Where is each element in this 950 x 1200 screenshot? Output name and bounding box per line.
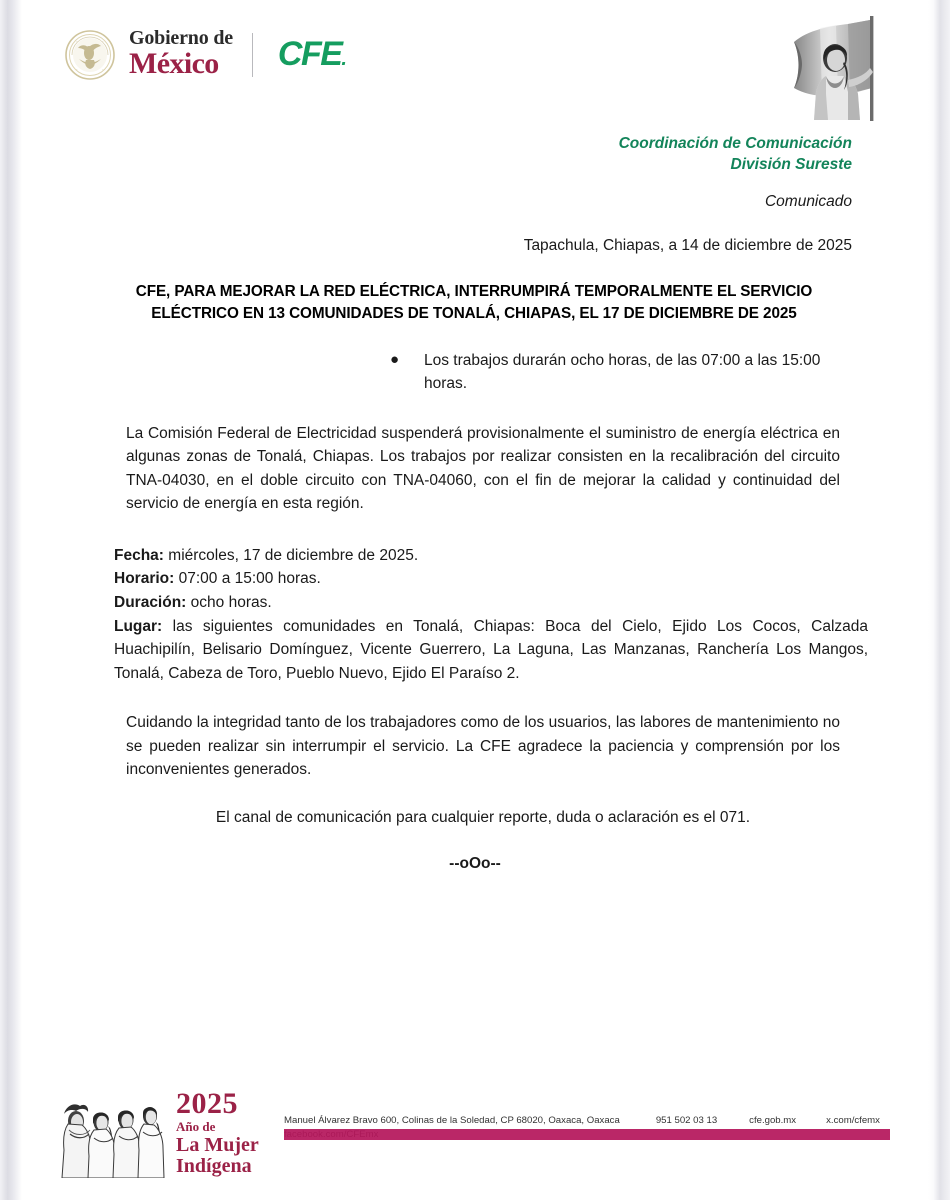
gobierno-de-text: Gobierno de (129, 27, 233, 49)
body-intro (126, 422, 840, 516)
footer-address: Manuel Álvarez Bravo 600, Colinas de la Soledad, CP 68020, Oaxaca, Oaxaca (284, 1115, 620, 1126)
detail-duracion (114, 591, 868, 615)
logo-divider (252, 33, 253, 77)
page-edge-left (0, 0, 22, 1200)
bullet-list (390, 349, 846, 396)
document-footer (22, 1050, 928, 1200)
coordination-line-1: Coordinación de Comunicación (618, 135, 852, 152)
coordination-subheader (22, 134, 928, 211)
list-item (390, 349, 846, 396)
document-page (22, 0, 928, 1200)
intro-paragraph: La Comisión Federal de Electricidad suspenderá provisionalmente el suministro de energía eléctrica en algunas zonas de Tonalá, Chiapas. Los trabajos por realizar consisten en la recalibración del circuito TNA-04030, en el doble circuito con TNA-04060, con el fin de mejorar la calidad y continuidad del servicio de energía en esta región. (126, 424, 840, 513)
detail-horario (114, 567, 868, 591)
gobierno-wordmark (129, 28, 233, 81)
end-mark: --oOo-- (449, 855, 501, 873)
mexican-eagle-seal-icon (62, 29, 118, 81)
detail-duracion-value: ocho horas. (190, 593, 272, 611)
svg-text:*: * (102, 39, 104, 44)
woman-with-mexican-flag-illustration (774, 14, 892, 126)
emblem-line-3: Indígena (176, 1155, 252, 1177)
cfe-logo-text: CFE (277, 35, 342, 73)
year-emblem-words (176, 1089, 259, 1178)
footer-x-link[interactable]: x.com/cfemx (826, 1115, 880, 1126)
emblem-line-2: La Mujer (176, 1134, 259, 1156)
footer-website-link[interactable]: cfe.gob.mx (749, 1115, 797, 1126)
detail-fecha-label: Fecha: (114, 546, 164, 564)
dateline: Tapachula, Chiapas, a 14 de diciembre de 2025 (523, 236, 852, 254)
mexico-text: México (129, 47, 219, 80)
detail-duracion-label: Duración: (114, 593, 187, 611)
svg-text:*: * (76, 39, 78, 44)
detail-lugar-value: las siguientes comunidades en Tonalá, Chiapas: Boca del Cielo, Ejido Los Cocos, Calzada Huachipilín, Belisario Domínguez, Vicente Guerrero, La Laguna, Las Manzanas, Ranchería Los Mangos, Tonalá, Cabeza de Toro, Pueblo Nuevo, Ejido El Paraíso 2. (114, 617, 868, 682)
detail-horario-label: Horario: (114, 570, 175, 588)
emblem-anio-de: Año de (176, 1119, 216, 1134)
svg-text:*: * (76, 67, 78, 72)
detail-horario-value: 07:00 a 15:00 horas. (178, 570, 321, 588)
footer-accent-bar (284, 1129, 890, 1140)
body-closing (126, 711, 840, 782)
svg-text:*: * (102, 67, 104, 72)
cfe-logo (278, 35, 347, 74)
gobierno-de-mexico-logo (62, 28, 347, 81)
footer-phone[interactable]: 951 502 03 13 (655, 1115, 718, 1126)
document-type-label: Comunicado (764, 192, 852, 210)
contact-note: El canal de comunicación para cualquier reporte, duda o aclaración es el 071. (215, 808, 751, 826)
page-edge-right (928, 0, 950, 1200)
coordination-line-2: División Sureste (730, 155, 852, 173)
indigenous-women-illustration (58, 1094, 168, 1178)
document-header (22, 0, 928, 130)
detail-lugar-label: Lugar: (114, 617, 163, 635)
closing-paragraph: Cuidando la integridad tanto de los trabajadores como de los usuarios, las labores de mantenimiento no se pueden realizar sin interrumpir el servicio. La CFE agradece la paciencia y comprensión por los inconvenientes generados. (126, 714, 840, 779)
event-details-block (114, 544, 868, 685)
detail-fecha (114, 544, 868, 568)
cfe-logo-dot: . (341, 48, 347, 70)
bullet-dot-icon: ● (390, 351, 400, 369)
page-title: CFE, PARA MEJORAR LA RED ELÉCTRICA, INTERRUMPIRÁ TEMPORALMENTE EL SERVICIO ELÉCTRICO EN 13 COMUNIDADES DE TONALÁ, CHIAPAS, EL 17 DE DICIEMBRE DE 2025 (135, 282, 813, 323)
year-emblem (58, 1089, 259, 1178)
footer-contact-block (284, 1115, 910, 1140)
footer-social-row (284, 1129, 910, 1140)
detail-lugar (114, 615, 868, 686)
emblem-year: 2025 (176, 1087, 238, 1120)
detail-fecha-value: miércoles, 17 de diciembre de 2025. (168, 546, 419, 564)
contact-row (284, 1115, 910, 1126)
bullet-text: Los trabajos durarán ocho horas, de las 07:00 a las 15:00 horas. (424, 352, 821, 393)
